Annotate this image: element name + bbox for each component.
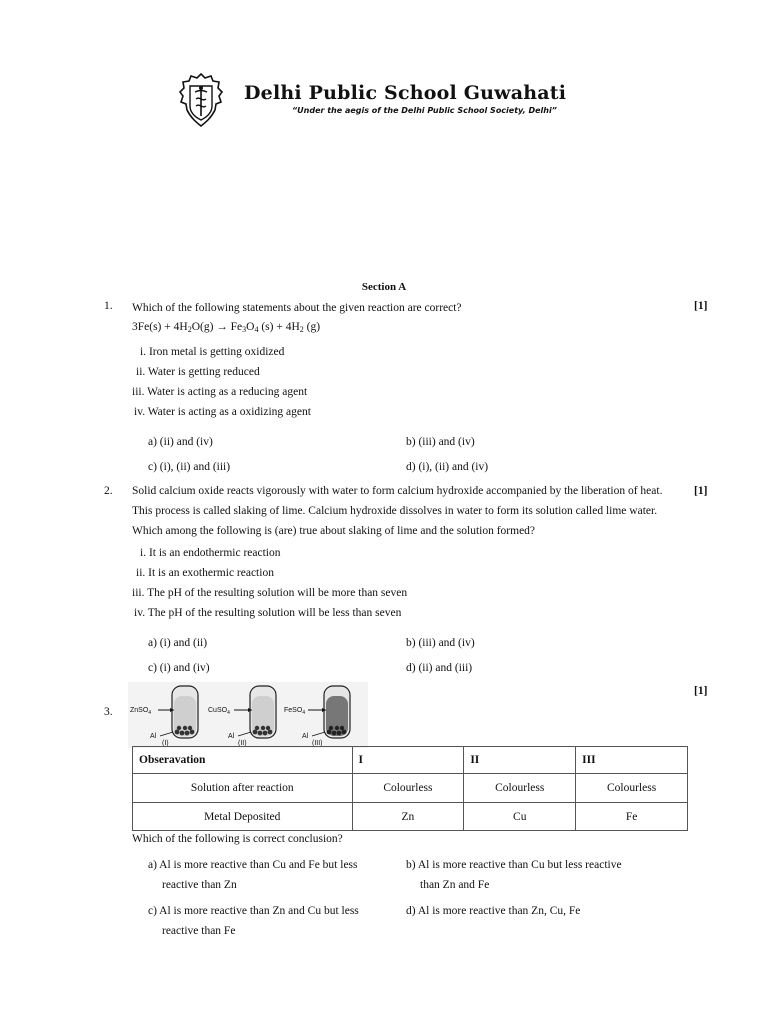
table-row [133,803,688,831]
q3-option-b: b) Al is more reactive than Cu but less reactive than Zn and Fe [406,859,622,891]
table-header: III [576,747,688,774]
school-tagline: “Under the aegis of the Delhi Public School Society, Delhi” [292,106,557,115]
q3-option-d: d) Al is more reactive than Zn, Cu, Fe [406,905,581,917]
q1-statement-iii: iii. Water is acting as a reducing agent [132,386,308,398]
q3-question: Which of the following is correct conclusion? [132,833,343,845]
metal-label-3: Al [302,733,309,740]
section-title: Section A [361,281,407,293]
q1-statement-i: i. Iron metal is getting oxidized [140,346,285,358]
school-name: Delhi Public School Guwahati [244,82,567,104]
q1-marks: [1] [694,300,708,312]
table-cell: Zn [352,803,464,831]
q1-statement-iv: iv. Water is acting as a oxidizing agent [134,406,311,418]
table-cell: Colourless [464,774,576,803]
q1-number: 1. [104,300,113,312]
metal-label-1: Al [150,733,157,740]
q3-option-a: a) Al is more reactive than Cu and Fe but less reactive than Zn [148,859,358,891]
metal-label-2: Al [228,733,235,740]
q2-text: Solid calcium oxide reacts vigorously with water to form calcium hydroxide accompanied by the liberation of heat. This process is called slaking of lime. Calcium hydroxide dissolves in water to form its solution called lime water. Which among the following is (are) true about slaking of lime and the solution formed? [132,485,663,537]
table-header-row [133,747,688,774]
q2-option-a: a) (i) and (ii) [148,637,208,649]
q2-option-b: b) (iii) and (iv) [406,637,475,649]
q2-option-d: d) (ii) and (iii) [406,662,473,674]
solution-label-3: FeSO$_4$ [284,707,306,716]
q2-statement-iv: iv. The pH of the resulting solution will be less than seven [134,607,402,619]
table-cell: Colourless [576,774,688,803]
q2-statement-i: i. It is an endothermic reaction [140,547,281,559]
test-tubes-figure [128,682,368,748]
table-cell: Solution after reaction [133,774,353,803]
tube-label-2: (II) [238,740,247,747]
table-header: Obseravation [133,747,353,774]
q1-option-a: a) (ii) and (iv) [148,436,213,448]
school-logo [178,72,224,128]
q2-option-c: c) (i) and (iv) [148,662,210,674]
table-header: I [352,747,464,774]
tube-label-1: (I) [162,740,169,747]
q1-text: Which of the following statements about the given reaction are correct? [132,302,462,314]
table-cell: Fe [576,803,688,831]
table-row [133,774,688,803]
q1-option-c: c) (i), (ii) and (iii) [148,461,231,473]
q2-statement-ii: ii. It is an exothermic reaction [136,567,274,579]
solution-label-2: CuSO$_4$ [208,707,230,716]
table-cell: Metal Deposited [133,803,353,831]
q2-marks: [1] [694,485,708,497]
table-cell: Cu [464,803,576,831]
q1-statement-ii: ii. Water is getting reduced [136,366,260,378]
q3-option-c: c) Al is more reactive than Zn and Cu but less reactive than Fe [148,905,359,937]
q2-statement-iii: iii. The pH of the resulting solution will be more than seven [132,587,408,599]
q3-number: 3. [104,706,113,718]
q1-option-d: d) (i), (ii) and (iv) [406,461,489,473]
observation-table [132,746,688,831]
q1-option-b: b) (iii) and (iv) [406,436,475,448]
tube-label-3: (III) [312,740,323,747]
q2-number: 2. [104,485,113,497]
q3-marks: [1] [694,685,708,697]
solution-label-1: ZnSO$_4$ [130,707,152,716]
table-cell: Colourless [352,774,464,803]
table-header: II [464,747,576,774]
q1-equation: $3Fe(s) + 4H_2O(g) \to Fe_3O_4$ $(s) + 4H_2$ (g) [132,321,321,334]
